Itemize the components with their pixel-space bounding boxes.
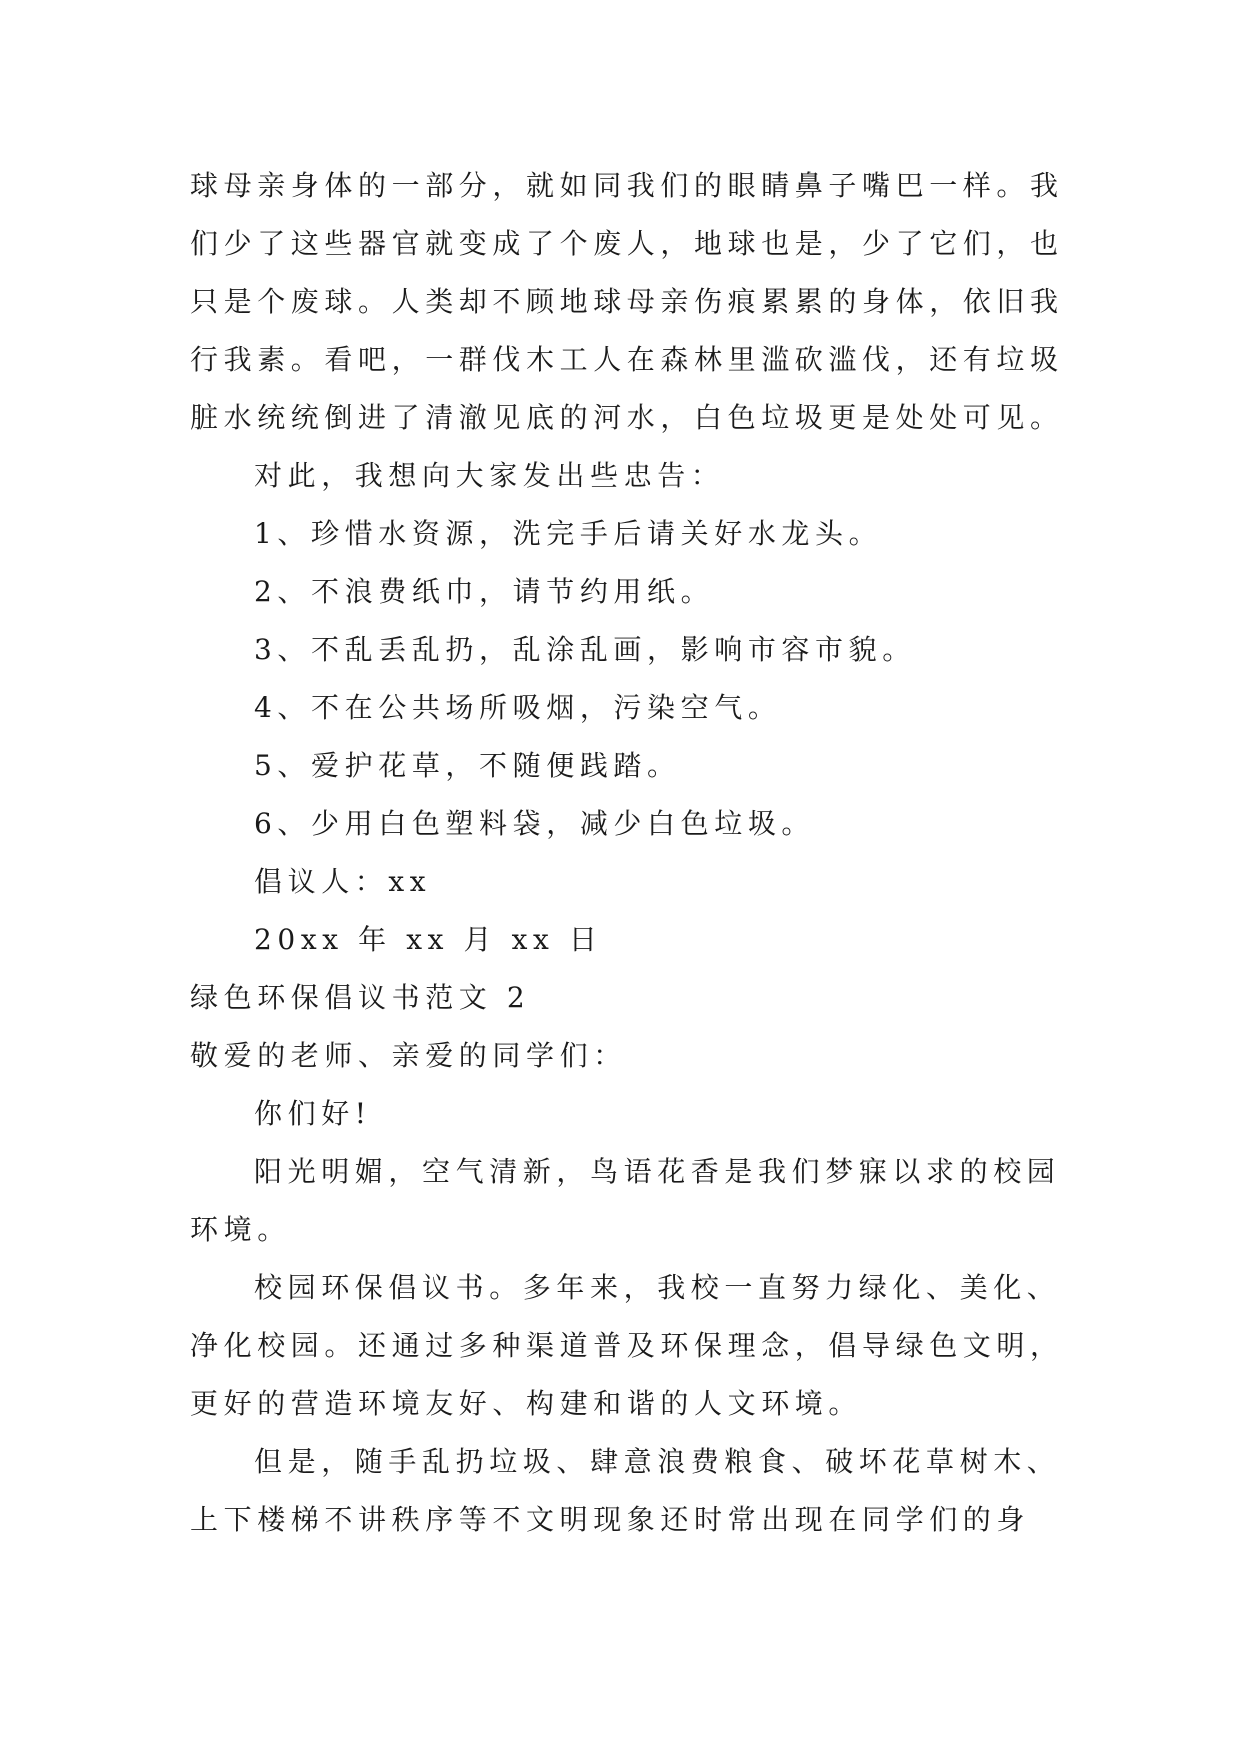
paragraph-3-line-1: 校园环保倡议书。多年来，我校一直努力绿化、美化、 [254,1271,1061,1304]
advice-item-6: 6、少用白色塑料袋，减少白色垃圾。 [254,807,816,840]
advice-item-3: 3、不乱丢乱扔，乱涂乱画，影响市容市貌。 [254,633,916,666]
paragraph-line-3: 只是个废球。人类却不顾地球母亲伤痕累累的身体，依旧我 [190,285,1064,318]
paragraph-line-2: 们少了这些器官就变成了个废人，地球也是，少了它们，也 [190,227,1064,260]
advice-item-2: 2、不浪费纸巾，请节约用纸。 [254,575,715,608]
paragraph-3-line-3: 更好的营造环境友好、构建和谐的人文环境。 [190,1387,863,1420]
paragraph-3-line-2: 净化校园。还通过多种渠道普及环保理念，倡导绿色文明， [190,1329,1064,1362]
salutation: 敬爱的老师、亲爱的同学们： [190,1039,627,1072]
paragraph-2-line-2: 环境。 [190,1213,291,1246]
paragraph-line-1: 球母亲身体的一部分，就如同我们的眼睛鼻子嘴巴一样。我 [190,169,1064,202]
signature-date: 20xx 年 xx 月 xx 日 [254,923,603,956]
paragraph-4-line-2: 上下楼梯不讲秩序等不文明现象还时常出现在同学们的身 [190,1503,1031,1536]
advice-item-1: 1、珍惜水资源，洗完手后请关好水龙头。 [254,517,883,550]
signature-initiator: 倡议人：xx [254,865,432,898]
advice-item-5: 5、爱护花草，不随便践踏。 [254,749,681,782]
paragraph-line-5: 脏水统统倒进了清澈见底的河水，白色垃圾更是处处可见。 [190,401,1064,434]
advice-item-4: 4、不在公共场所吸烟，污染空气。 [254,691,782,724]
advice-intro: 对此，我想向大家发出些忠告： [254,459,725,492]
paragraph-line-4: 行我素。看吧，一群伐木工人在森林里滥砍滥伐，还有垃圾 [190,343,1064,376]
paragraph-2-line-1: 阳光明媚，空气清新，鸟语花香是我们梦寐以求的校园 [254,1155,1061,1188]
greeting: 你们好! [254,1097,372,1130]
paragraph-4-line-1: 但是，随手乱扔垃圾、肆意浪费粮食、破坏花草树木、 [254,1445,1061,1478]
section-title: 绿色环保倡议书范文 2 [190,981,531,1014]
